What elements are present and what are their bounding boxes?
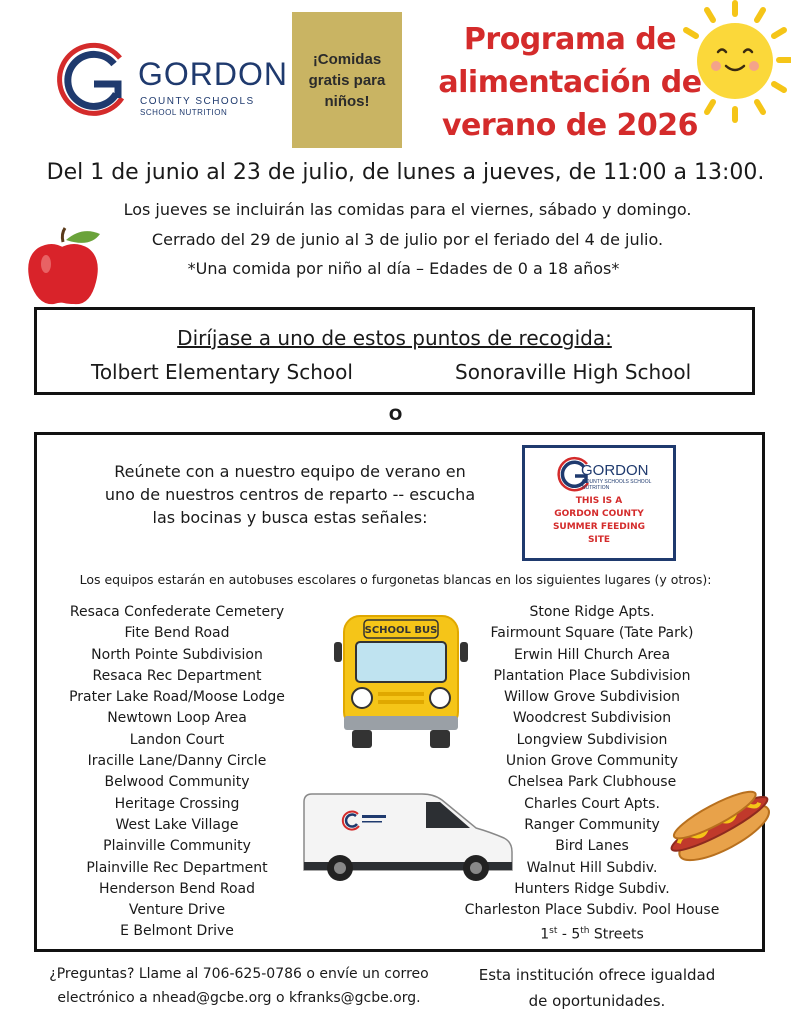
pickup-title: Diríjase a uno de estos puntos de recogida:	[177, 326, 612, 350]
team-intro	[80, 460, 500, 529]
hot-dog-icon	[664, 780, 774, 866]
location-item: Plainville Community	[103, 838, 251, 855]
location-item: Willow Grove Subdivision	[503, 689, 681, 706]
location-item: Chelsea Park Clubhouse	[507, 774, 677, 791]
locations-right-list	[452, 602, 732, 946]
location-item: West Lake Village	[115, 816, 239, 833]
questions-contact	[34, 962, 444, 1010]
location-item-part: 1	[540, 927, 550, 944]
location-item: Resaca Confederate Cemetery	[69, 604, 285, 620]
location-item-part: st	[549, 926, 558, 937]
closed-info: Cerrado del 29 de junio al 3 de julio por el feriado del 4 de julio.	[151, 230, 664, 249]
pickup-school: Tolbert Elementary School	[91, 360, 353, 384]
sun-icon	[660, 0, 791, 135]
team-intro-line: las bocinas y busca estas señales:	[152, 508, 428, 527]
questions-line: ¿Preguntas? Llame al 706-625-0786 o envíe un correo	[49, 966, 429, 982]
location-item: North Pointe Subdivision	[91, 646, 263, 663]
logo-subtitle-2: SCHOOL NUTRITION	[140, 108, 228, 117]
location-item: Stone Ridge Apts.	[529, 604, 655, 620]
banner-text: ¡Comidas gratis para niños!	[308, 50, 386, 110]
location-item-part: Streets	[589, 927, 644, 944]
equality-line: de oportunidades.	[528, 992, 666, 1010]
thursday-info: Los jueves se incluirán las comidas para el viernes, sábado y domingo.	[123, 200, 692, 219]
location-item: Iracille Lane/Danny Circle	[87, 753, 267, 770]
meal-limit-info: *Una comida por niño al día – Edades de 0 a 18 años*	[187, 259, 620, 278]
questions-line: electrónico a nhead@gcbe.org o kfranks@gcbe.org.	[57, 990, 421, 1006]
free-meals-banner	[292, 12, 402, 148]
page-title: Programa de alimentación de verano de 2026	[438, 22, 702, 143]
location-item: Venture Drive	[128, 902, 226, 919]
pickup-school: Sonoraville High School	[455, 360, 692, 384]
location-item: Landon Court	[129, 731, 225, 748]
location-item: Erwin Hill Church Area	[513, 646, 671, 663]
sign-message: THIS IS A GORDON COUNTY SUMMER FEEDING SITE	[552, 496, 646, 545]
location-item: Prater Lake Road/Moose Lodge	[69, 689, 285, 706]
location-item: Woodcrest Subdivision	[512, 710, 672, 727]
location-item: Fite Bend Road	[124, 625, 230, 642]
location-item: E Belmont Drive	[120, 923, 234, 940]
apple-icon	[26, 226, 104, 306]
location-item: Ranger Community	[524, 816, 660, 833]
sign-logo-subtitle: COUNTY SCHOOLS SCHOOL NUTRITION	[582, 479, 652, 491]
school-bus-icon	[334, 612, 468, 754]
feeding-site-sign	[522, 445, 676, 561]
location-item: Union Grove Community	[505, 753, 679, 770]
location-item: Walnut Hill Subdiv.	[526, 859, 658, 876]
location-item: Belwood Community	[104, 774, 250, 791]
location-item: Plantation Place Subdivision	[493, 667, 691, 684]
location-item	[452, 921, 732, 946]
schedule-dates: Del 1 de junio al 23 de julio, de lunes a jueves, de 11:00 a 13:00.	[46, 160, 765, 185]
locations-left-list	[62, 602, 292, 943]
location-item: Fairmount Square (Tate Park)	[490, 625, 694, 642]
location-item: Bird Lanes	[555, 838, 629, 855]
or-separator: O	[388, 405, 403, 424]
location-item: Charleston Place Subdiv. Pool House	[464, 902, 720, 919]
location-item: Plainville Rec Department	[86, 859, 268, 876]
location-item: Charles Court Apts.	[524, 795, 660, 812]
location-item: Hunters Ridge Subdiv.	[514, 880, 670, 897]
location-item: Henderson Bend Road	[98, 880, 255, 897]
location-item: Resaca Rec Department	[92, 667, 262, 684]
teams-locations-intro: Los equipos estarán en autobuses escolares o furgonetas blancas en los siguientes lugares (y otros):	[79, 572, 712, 587]
white-van-icon	[300, 788, 514, 888]
equality-line: Esta institución ofrece igualdad	[478, 966, 716, 984]
logo-name: GORDON	[138, 56, 288, 92]
logo-subtitle: COUNTY SCHOOLS	[140, 96, 255, 107]
sign-logo-name: GORDON	[581, 462, 649, 479]
location-item-part: th	[580, 926, 590, 937]
location-item: Newtown Loop Area	[107, 710, 247, 727]
location-item: Longview Subdivision	[516, 731, 668, 748]
location-item: Heritage Crossing	[114, 795, 240, 812]
team-intro-line: Reúnete con a nuestro equipo de verano en	[114, 462, 466, 481]
location-item-part: - 5	[557, 927, 581, 944]
gordon-logo	[50, 40, 288, 120]
equal-opportunity-statement	[462, 962, 732, 1014]
bus-label: SCHOOL BUS	[364, 625, 438, 636]
pickup-points-box	[34, 307, 755, 395]
team-intro-line: uno de nuestros centros de reparto -- escucha	[104, 485, 476, 504]
gordon-g-icon	[50, 40, 140, 120]
